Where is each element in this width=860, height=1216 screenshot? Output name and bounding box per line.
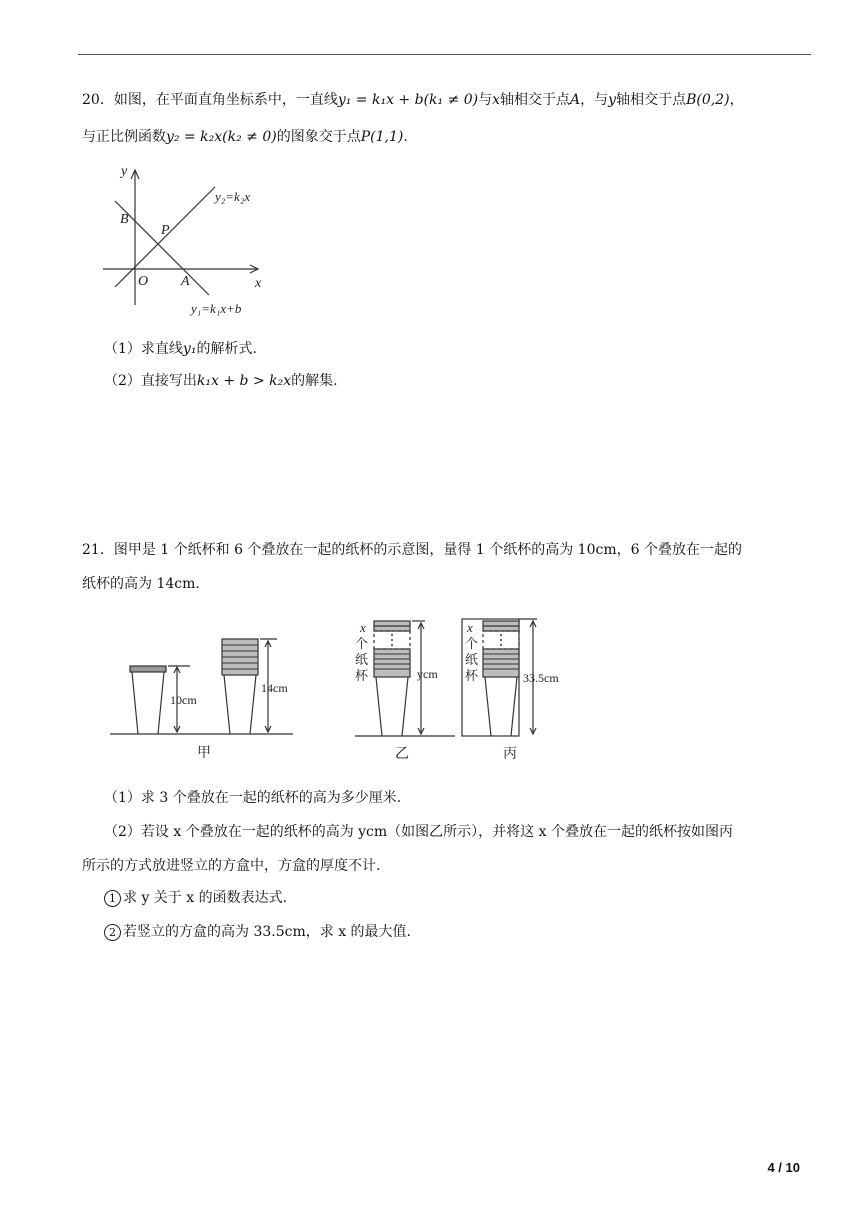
q21-sub2: 2 若竖立的方盒的高为 33.5cm，求 x 的最大值. — [104, 922, 411, 942]
svg-text:个: 个 — [355, 636, 369, 651]
y-axis-label: y — [121, 164, 128, 179]
svg-text:个: 个 — [465, 636, 479, 651]
label-yi: 乙 — [395, 747, 409, 762]
q21-line1: 21．图甲是 1 个纸杯和 6 个叠放在一起的纸杯的示意图，量得 1 个纸杯的高为 10cm，6 个叠放在一起的 — [82, 542, 742, 558]
label-bing: 丙 — [503, 747, 517, 762]
circled-number-2: 2 — [104, 924, 121, 941]
label-33.5cm: 33.5cm — [523, 671, 559, 685]
page-number: 4 / 10 — [767, 1160, 800, 1175]
q21-line2: 纸杯的高为 14cm. — [82, 576, 200, 592]
point-p-label: P — [161, 223, 170, 238]
cup-single — [132, 672, 164, 734]
q20-part2: （2）直接写出k₁x + b > k₂x的解集. — [104, 373, 338, 389]
header-rule — [78, 54, 811, 55]
q20-coordinate-figure — [95, 155, 270, 325]
svg-text:纸: 纸 — [465, 652, 479, 667]
svg-text:杯: 杯 — [355, 668, 369, 683]
label-ycm: ycm — [417, 667, 438, 681]
x-axis-label: x — [255, 276, 262, 291]
q21-part2-line2: 所示的方式放进竖立的方盒中，方盒的厚度不计. — [82, 858, 381, 874]
q21-sub1: 1 求 y 关于 x 的函数表达式. — [104, 888, 287, 908]
q21-cup-figure — [105, 612, 575, 764]
label-x-yi: x — [360, 620, 366, 635]
label-x-bing: x — [467, 620, 473, 635]
q20-line2: 与正比例函数y₂ = k₂x(k₂ ≠ 0)的图象交于点P(1,1). — [82, 129, 408, 145]
q20-line1: 20．如图，在平面直角坐标系中，一直线y₁ = k₁x + b(k₁ ≠ 0)与x轴相交于点A，与y轴相交于点B(0,2)， — [82, 92, 744, 108]
q20-part1: （1）求直线y₁的解析式. — [104, 341, 257, 357]
point-a-label: A — [181, 274, 190, 289]
label-14cm: 14cm — [261, 681, 288, 695]
svg-text:纸: 纸 — [355, 652, 369, 667]
svg-text:杯: 杯 — [465, 668, 479, 683]
circled-number-1: 1 — [104, 890, 121, 907]
line-y1 — [115, 201, 209, 295]
label-10cm: 10cm — [170, 693, 197, 707]
q21-part2-line1: （2）若设 x 个叠放在一起的纸杯的高为 ycm（如图乙所示），并将这 x 个叠放在一起的纸杯按如图丙 — [104, 824, 733, 840]
point-b-label: B — [120, 212, 129, 227]
line-y1-label: y₁=k₁x+b — [191, 301, 242, 316]
line-y2-label: y₂=k₂x — [215, 189, 251, 204]
origin-label: O — [138, 274, 149, 289]
label-jia: 甲 — [197, 746, 211, 761]
q21-part1: （1）求 3 个叠放在一起的纸杯的高为多少厘米. — [104, 790, 402, 806]
cup-rim-single — [130, 666, 166, 672]
